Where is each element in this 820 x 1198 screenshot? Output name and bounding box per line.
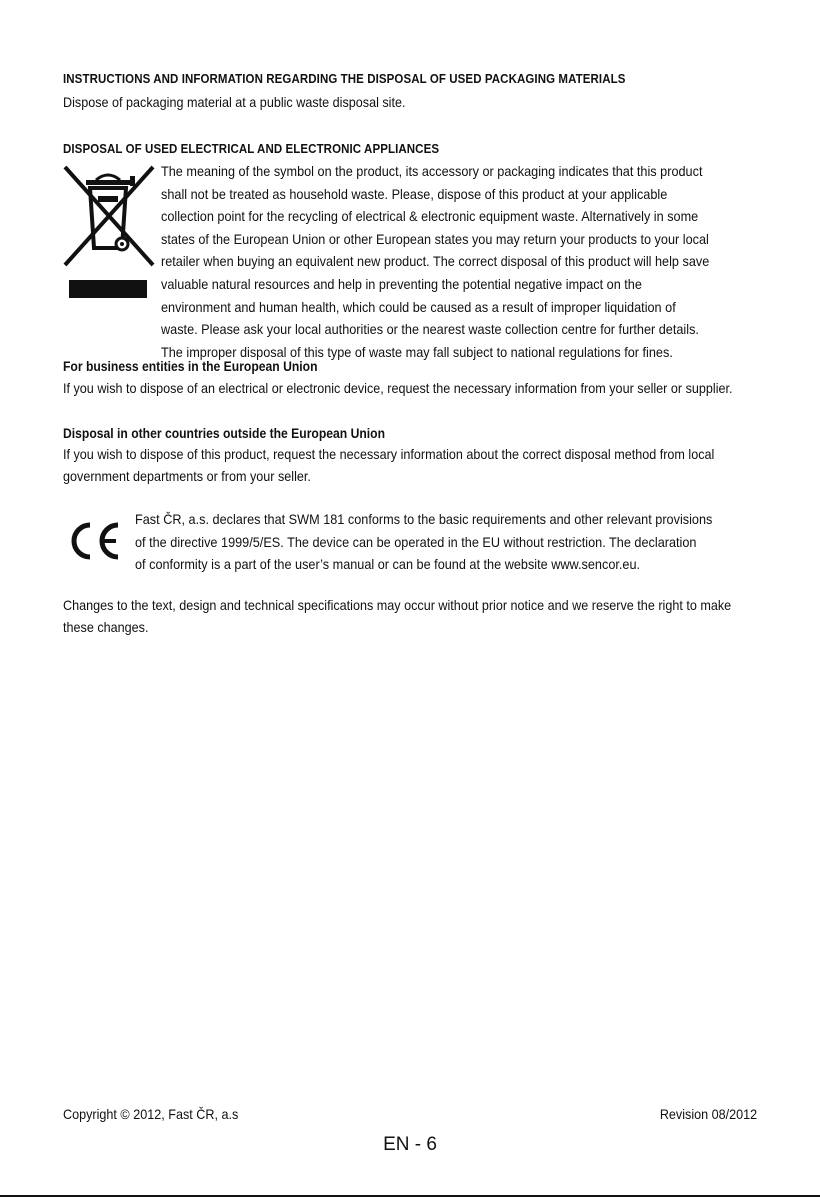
ce-line: Fast ČR, a.s. declares that SWM 181 conforms to the basic requirements and other relevant provisions (135, 511, 713, 527)
business-heading: For business entities in the European Union (63, 359, 318, 374)
ce-line: of the directive 1999/5/ES. The device can be operated in the EU without restriction. The declaration (135, 533, 697, 550)
revision: Revision 08/2012 (659, 1106, 757, 1122)
outside-heading: Disposal in other countries outside the European Union (63, 426, 386, 441)
page-number: EN - 6 (383, 1134, 437, 1155)
weee-line: collection point for the recycling of electrical & electronic equipment waste. Alternatively in some (161, 208, 699, 225)
weee-line: waste. Please ask your local authorities or the nearest waste collection centre for further details. (161, 321, 699, 338)
packaging-heading: INSTRUCTIONS AND INFORMATION REGARDING THE DISPOSAL OF USED PACKAGING MATERIALS (63, 72, 626, 86)
weee-line: The improper disposal of this type of waste may fall subject to national regulations for fines. (161, 343, 673, 360)
weee-line: environment and human health, which could be caused as a result of improper liquidation of (161, 298, 676, 315)
bottom-rule (0, 1195, 820, 1197)
copyright: Copyright © 2012, Fast ČR, a.s (63, 1106, 239, 1122)
weee-text (161, 160, 759, 363)
weee-line: retailer when buying an equivalent new product. The correct disposal of this product will help save (161, 253, 710, 270)
weee-line: shall not be treated as household waste. Please, dispose of this product at your applicable (161, 185, 668, 202)
weee-line: valuable natural resources and help in preventing the potential negative impact on the (161, 275, 642, 292)
ce-declaration (135, 508, 760, 576)
weee-line: states of the European Union or other European states you may return your products to your local (161, 230, 709, 247)
weee-heading: DISPOSAL OF USED ELECTRICAL AND ELECTRONIC APPLIANCES (63, 142, 440, 156)
weee-bar (69, 280, 147, 298)
outside-text: If you wish to dispose of this product, request the necessary information about the correct disposal method from local government departments or from your seller. (63, 446, 715, 484)
changes-text: Changes to the text, design and technical specifications may occur without prior notice and we reserve the right to make these changes. (63, 597, 732, 635)
ce-line: of conformity is a part of the user’s manual or can be found at the website www.sencor.eu. (135, 556, 641, 572)
packaging-text: Dispose of packaging material at a public waste disposal site. (63, 94, 406, 110)
business-text: If you wish to dispose of an electrical or electronic device, request the necessary information from your seller or supplier. (63, 380, 733, 396)
ce-mark-icon (66, 519, 124, 563)
crossed-out-wheelie-bin-icon (60, 160, 158, 272)
weee-line: The meaning of the symbol on the product, its accessory or packaging indicates that this product (161, 163, 703, 179)
